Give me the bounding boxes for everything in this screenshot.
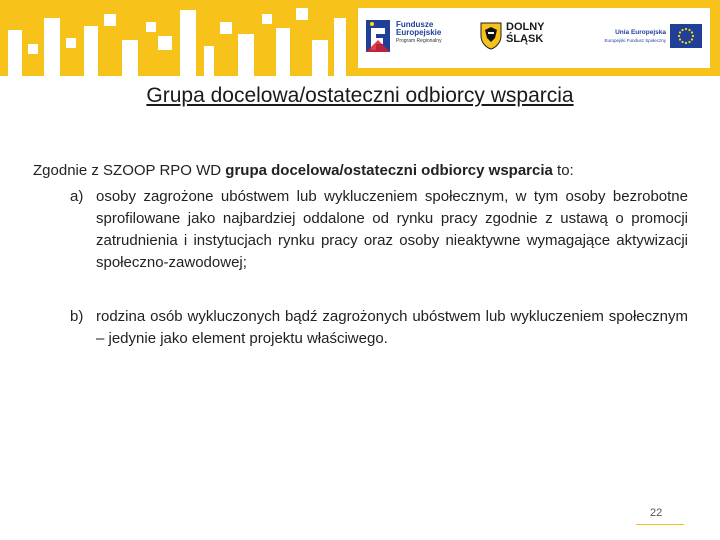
logo-ue-line1: Unia Europejska xyxy=(615,29,666,36)
header-band xyxy=(0,0,720,76)
fundusze-europejskie-logo-icon xyxy=(366,20,392,54)
list-item-text: rodzina osób wykluczonych bądź zagrożonych ubóstwem lub wykluczeniem społecznym – jedynie jako element projektu właściwego. xyxy=(96,308,688,347)
decor-square xyxy=(122,40,138,76)
intro-suffix: to: xyxy=(552,162,574,179)
decor-square xyxy=(28,44,38,54)
logo-ds-line1: DOLNY xyxy=(506,21,545,33)
list-item-b xyxy=(70,306,688,350)
page-number: 22 xyxy=(650,507,663,519)
decor-square xyxy=(276,28,290,76)
logo-ds-line2: ŚLĄSK xyxy=(506,32,544,45)
page-title: Grupa docelowa/ostateczni odbiorcy wsparcia xyxy=(146,84,574,107)
decor-square xyxy=(180,10,196,76)
logo-ue-line2: Europejski Fundusz Społeczny xyxy=(604,37,666,43)
dolny-slask-coat-of-arms-icon xyxy=(480,22,502,50)
decor-square xyxy=(146,22,156,32)
list-item-text: osoby zagrożone ubóstwem lub wykluczeniem społecznym, w tym osoby bezrobotne sprofilowane jako najbardziej oddalone od rynku pracy zgodnie z ustawą o promocji zatrudnienia i instytucjach rynku pracy oraz osoby nieaktywne wymagające aktywizacji społeczno-zawodowej; xyxy=(96,188,688,271)
decor-square xyxy=(66,38,76,48)
decor-square xyxy=(84,26,98,76)
decor-square xyxy=(296,8,308,20)
decor-square xyxy=(262,14,272,24)
decor-square xyxy=(158,36,172,50)
decor-square xyxy=(238,34,254,76)
list-item-a xyxy=(70,186,688,274)
decor-square xyxy=(44,18,60,76)
decor-square xyxy=(220,22,232,34)
decor-square xyxy=(312,40,328,76)
decor-square xyxy=(8,30,22,76)
decor-square xyxy=(334,18,346,76)
decor-square xyxy=(104,14,116,26)
logo-fe-line1: Fundusze xyxy=(396,20,434,29)
eu-flag-icon xyxy=(670,24,702,48)
page-number-rule xyxy=(636,524,684,525)
intro-paragraph xyxy=(33,162,693,179)
decor-square xyxy=(204,46,214,76)
intro-bold: grupa docelowa/ostateczni odbiorcy wsparcia xyxy=(225,162,553,179)
logo-fe-line2: Europejskie xyxy=(396,28,442,38)
list-marker: a) xyxy=(70,188,84,205)
logos-strip xyxy=(358,8,710,68)
intro-prefix: Zgodnie z SZOOP RPO WD xyxy=(33,162,226,179)
logo-fe-line3: Program Regionalny xyxy=(396,37,442,44)
list-marker: b) xyxy=(70,308,84,325)
